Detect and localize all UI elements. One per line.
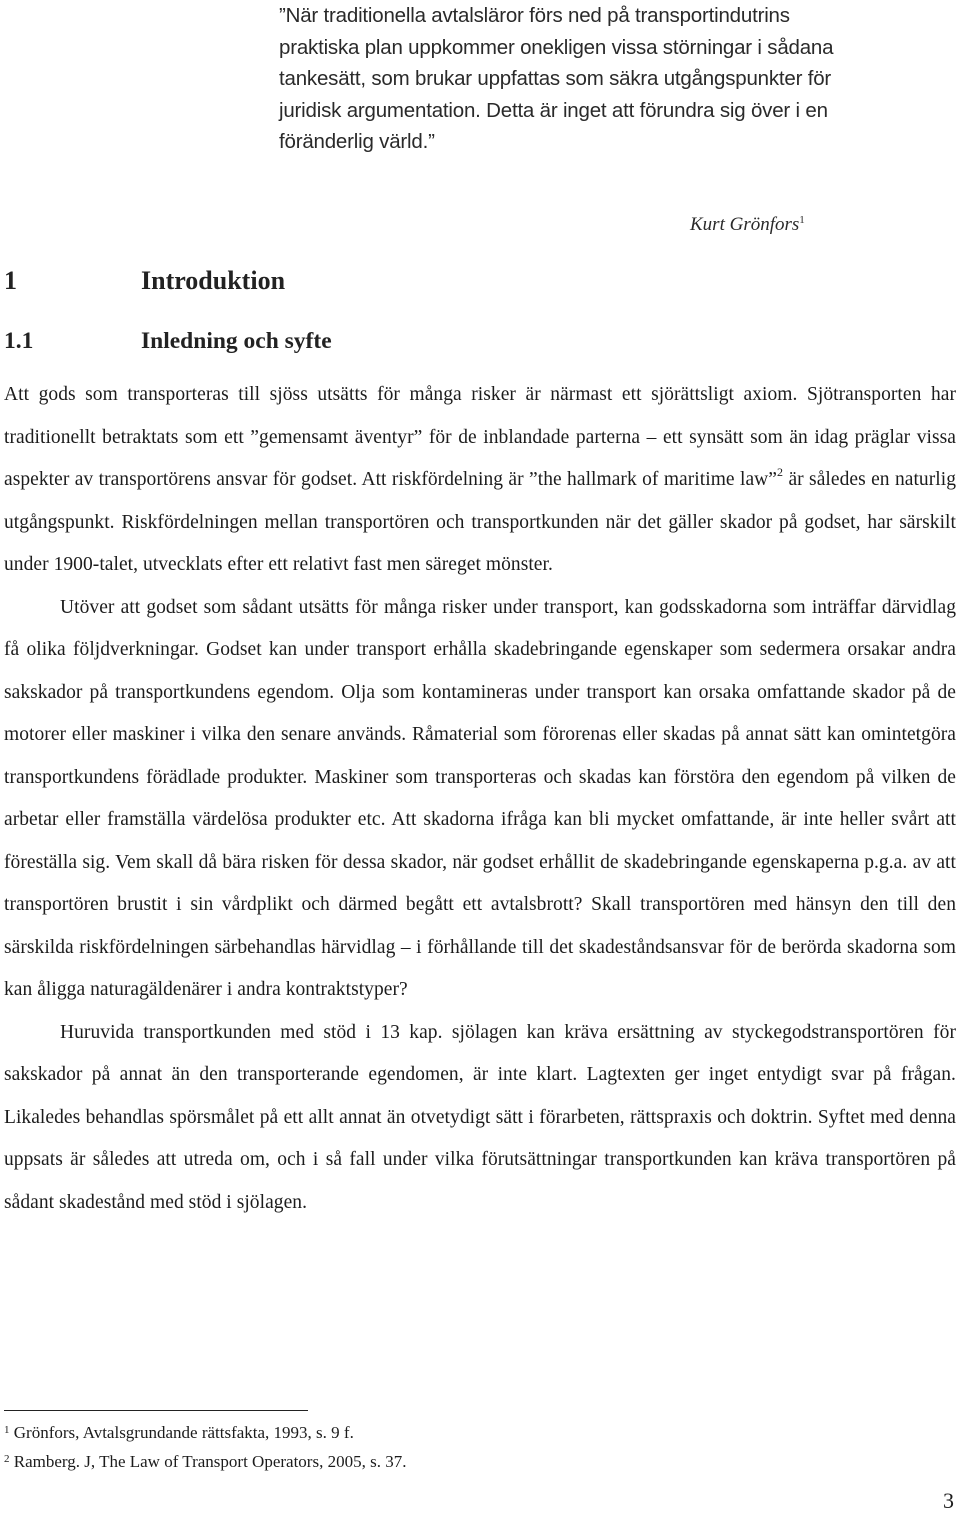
paragraph-1-text-a: Att gods som transporteras till sjöss utsätts för många risker är närmast ett sjörättsligt axiom. Sjötransporten har traditionellt betraktats som ett ”gemensamt äventyr” för de inblandade parterna – ett synsätt som än idag präglar vissa aspekter av transportörens ansvar för godset. Att riskfördelning är ”the hallmark of maritime law” [4,384,956,490]
footnote-number: 1 [4,1424,10,1436]
footnote-2 [4,1446,406,1475]
subsection-heading [4,328,332,355]
paragraph-1-text-b: är således en naturlig utgångspunkt. Riskfördelningen mellan transportören och transportkunden när det gäller skador på godset, har särskilt under 1900-talet, utvecklats efter ett relativt fast men säreget mönster. [4,469,956,575]
paragraph-3: Huruvida transportkunden med stöd i 13 kap. sjölagen kan kräva ersättning av styckegodstransportören för sakskador på annat än den transporterande egendomen, är inte klart. Lagtexten ger inget entydigt svar på frågan. Likaledes behandlas spörsmålet på ett allt annat än otvetydigt sätt i förarbeten, rättspraxis och doktrin. Syftet med denna uppsats är således att utreda om, och i så fall under vilka förutsättningar transportkunden kan kräva transportören på sådant skadestånd med stöd i sjölagen. [4,1021,956,1213]
epigraph-author-name: Kurt Grönfors [690,214,800,235]
paragraph-2: Utöver att godset som sådant utsätts för många risker under transport, kan godsskadorna som inträffar därvidlag få olika följdverkningar. Godset kan under transport erhålla skadebringande egenskaper som sedermera orsakar andra sakskador på transportkundens egendom. Olja som kontamineras under transport kan orsaka omfattande skador på de motorer eller maskiner i vilka den senare används. Råmaterial som förorenas eller skadas på annat sätt kan omintetgöra transportkundens förädlade produkter. Maskiner som transporteras och skadas kan förstöra den egendom på vilken de arbetar eller framställa värdelösa produkter etc. Att skadorna ifråga kan bli mycket omfattande, är inte heller svårt att föreställa sig. Vem skall då bära risken för dessa skador, när godset erhållit de skadebringande egenskaperna p.g.a. av att transportören brustit i sin vårdplikt och därmed begått ett avtalsbrott? Skall transportören med hänsyn den till den särskilda riskfördelningen särbehandlas härvidlag – i förhållande till det skadeståndsansvar för de berörda skadorna som kan åligga naturagäldenärer i andra kontraktstyper? [4,596,956,1000]
section-heading [4,266,285,296]
epigraph-line: ”När traditionella avtalsläror förs ned på transportindutrins [279,4,790,27]
section-title: Introduktion [141,266,286,295]
epigraph-quote [279,0,929,158]
epigraph-line: tankesätt, som brukar uppfattas som säkra utgångspunkter för [279,67,832,90]
epigraph-line: juridisk argumentation. Detta är inget att förundra sig över i en [279,98,828,122]
epigraph-line: praktiska plan uppkommer onekligen vissa störningar i sådana [279,35,834,59]
page-number: 3 [943,1488,954,1513]
footnote-separator [4,1410,308,1411]
section-number: 1 [4,266,17,295]
epigraph-line: föränderlig värld.” [279,130,435,153]
body-text [4,374,956,1224]
footnote-text: Grönfors, Avtalsgrundande rättsfakta, 1993, s. 9 f. [9,1423,354,1442]
epigraph-author [690,214,805,236]
footnote-reference[interactable]: 1 [799,214,805,226]
footnote-text: Ramberg. J, The Law of Transport Operators, 2005, s. 37. [9,1452,407,1471]
paragraph-1 [4,374,956,587]
footnote-number: 2 [4,1453,10,1465]
footnotes [4,1417,406,1475]
footnote-reference[interactable]: 2 [777,465,784,479]
footnote-1 [4,1417,406,1446]
subsection-title: Inledning och syfte [141,328,332,354]
subsection-number: 1.1 [4,328,34,354]
